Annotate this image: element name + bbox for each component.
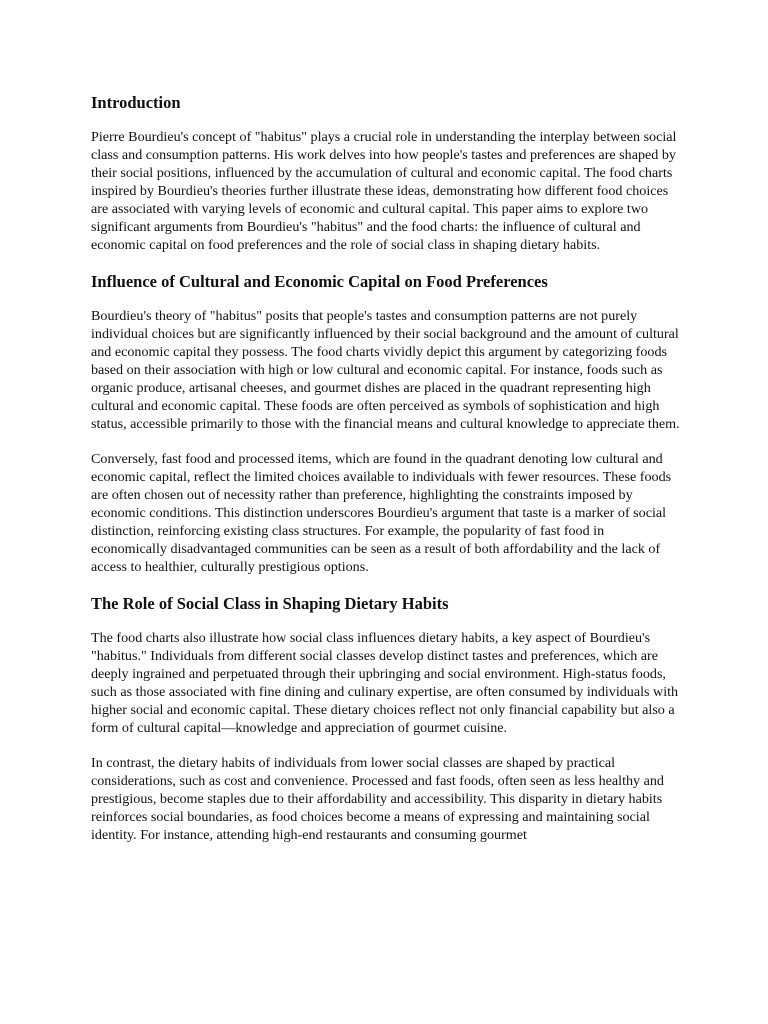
paragraph-capital-2: Conversely, fast food and processed items, which are found in the quadrant denoting low cultural and economic capital, reflect the limited choices available to individuals with fewer resources. These foods are often chosen out of necessity rather than preference, highlighting the constraints imposed by economic conditions. This distinction underscores Bourdieu's argument that taste is a marker of social distinction, reinforcing existing class structures. For example, the popularity of fast food in economically disadvantaged communities can be seen as a result of both affordability and the lack of access to healthier, culturally prestigious options. <box>91 451 672 575</box>
paragraph-social-class-1: The food charts also illustrate how social class influences dietary habits, a key aspect of Bourdieu's "habitus." Individuals from different social classes develop distinct tastes and preferences, which are deeply ingrained and perpetuated through their upbringing and social environment. High-status foods, such as those associated with fine dining and culinary expertise, are often consumed by individuals with higher social and economic capital. These dietary choices reflect not only financial capability but also a form of cultural capital—knowledge and appreciation of gourmet cuisine. <box>91 630 679 736</box>
paragraph-capital-1: Bourdieu's theory of "habitus" posits that people's tastes and consumption patterns are not purely individual choices but are significantly influenced by their social background and the amount of cultural and economic capital they possess. The food charts vividly depict this argument by categorizing foods based on their association with high or low cultural and economic capital. For instance, foods such as organic produce, artisanal cheeses, and gourmet dishes are placed in the quadrant representing high cultural and economic capital. These foods are often perceived as symbols of sophistication and high status, accessible primarily to those with the financial means and cultural knowledge to appreciate them. <box>91 308 680 432</box>
section-heading-capital: Influence of Cultural and Economic Capital on Food Preferences <box>91 272 548 291</box>
paragraph-introduction: Pierre Bourdieu's concept of "habitus" plays a crucial role in understanding the interplay between social class and consumption patterns. His work delves into how people's tastes and preferences are shaped by their social positions, influenced by the accumulation of cultural and economic capital. The food charts inspired by Bourdieu's theories further illustrate these ideas, demonstrating how different food choices are associated with varying levels of economic and cultural capital. This paper aims to explore two significant arguments from Bourdieu's "habitus" and the food charts: the influence of cultural and economic capital on food preferences and the role of social class in shaping dietary habits. <box>91 129 677 253</box>
section-heading-social-class: The Role of Social Class in Shaping Dietary Habits <box>91 594 449 613</box>
document-page <box>91 92 681 844</box>
section-heading-introduction: Introduction <box>91 93 181 112</box>
paragraph-social-class-2: In contrast, the dietary habits of individuals from lower social classes are shaped by practical considerations, such as cost and convenience. Processed and fast foods, often seen as less healthy and prestigious, become staples due to their affordability and accessibility. This disparity in dietary habits reinforces social boundaries, as food choices become a means of expressing and maintaining social identity. For instance, attending high-end restaurants and consuming gourmet <box>91 755 664 843</box>
